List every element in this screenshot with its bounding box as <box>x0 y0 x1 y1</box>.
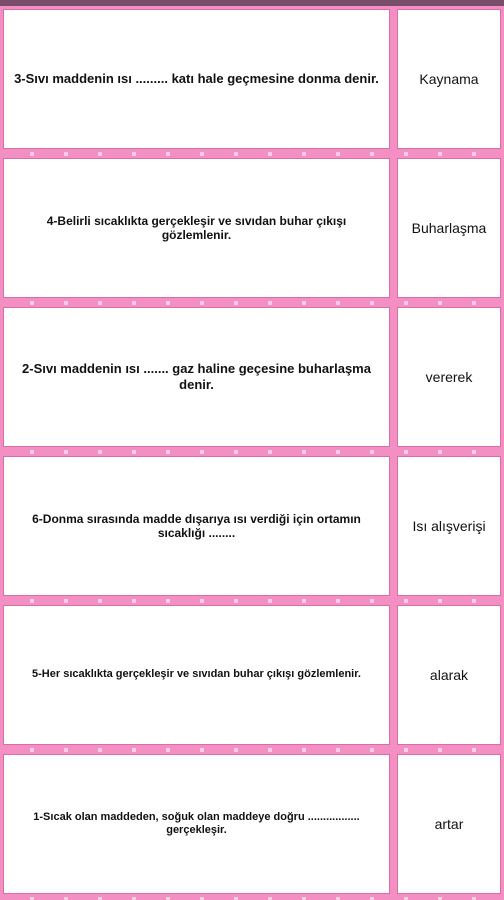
question-text: 1-Sıcak olan maddeden, soğuk olan maddeye doğru ................. gerçekleşir. <box>33 810 360 836</box>
answer-card-5[interactable] <box>397 605 501 745</box>
answer-text: Kaynama <box>419 71 479 87</box>
answer-text: artar <box>434 816 464 832</box>
answer-text: Isı alışverişi <box>412 518 486 534</box>
match-row <box>0 304 504 450</box>
match-row <box>0 602 504 748</box>
answer-text: vererek <box>425 369 473 385</box>
question-card-4[interactable] <box>3 456 390 596</box>
question-card-5[interactable] <box>3 605 390 745</box>
question-text: 4-Belirli sıcaklıkta gerçekleşir ve sıvıdan buhar çıkışı gözlemlenir. <box>46 213 347 242</box>
question-card-6[interactable] <box>3 754 390 894</box>
answer-card-6[interactable] <box>397 754 501 894</box>
question-card-3[interactable] <box>3 307 390 447</box>
question-text: 5-Her sıcaklıkta gerçekleşir ve sıvıdan buhar çıkışı gözlemlenir. <box>32 668 361 681</box>
question-text: 6-Donma sırasında madde dışarıya ısı verdiği için ortamın sıcaklığı ........ <box>32 511 361 540</box>
answer-card-4[interactable] <box>397 456 501 596</box>
match-row <box>0 6 504 152</box>
match-row <box>0 155 504 301</box>
answer-card-3[interactable] <box>397 307 501 447</box>
answer-card-2[interactable] <box>397 158 501 298</box>
answer-text: alarak <box>429 667 469 683</box>
question-card-1[interactable] <box>3 9 390 149</box>
match-row <box>0 453 504 599</box>
answer-card-1[interactable] <box>397 9 501 149</box>
question-text: 3-Sıvı maddenin ısı ......... katı hale geçmesine donma denir. <box>14 71 379 87</box>
answer-text: Buharlaşma <box>411 220 487 236</box>
matching-board <box>0 6 504 900</box>
question-card-2[interactable] <box>3 158 390 298</box>
question-text: 2-Sıvı maddenin ısı ....... gaz haline geçesine buharlaşma denir. <box>22 361 371 392</box>
match-row <box>0 751 504 897</box>
